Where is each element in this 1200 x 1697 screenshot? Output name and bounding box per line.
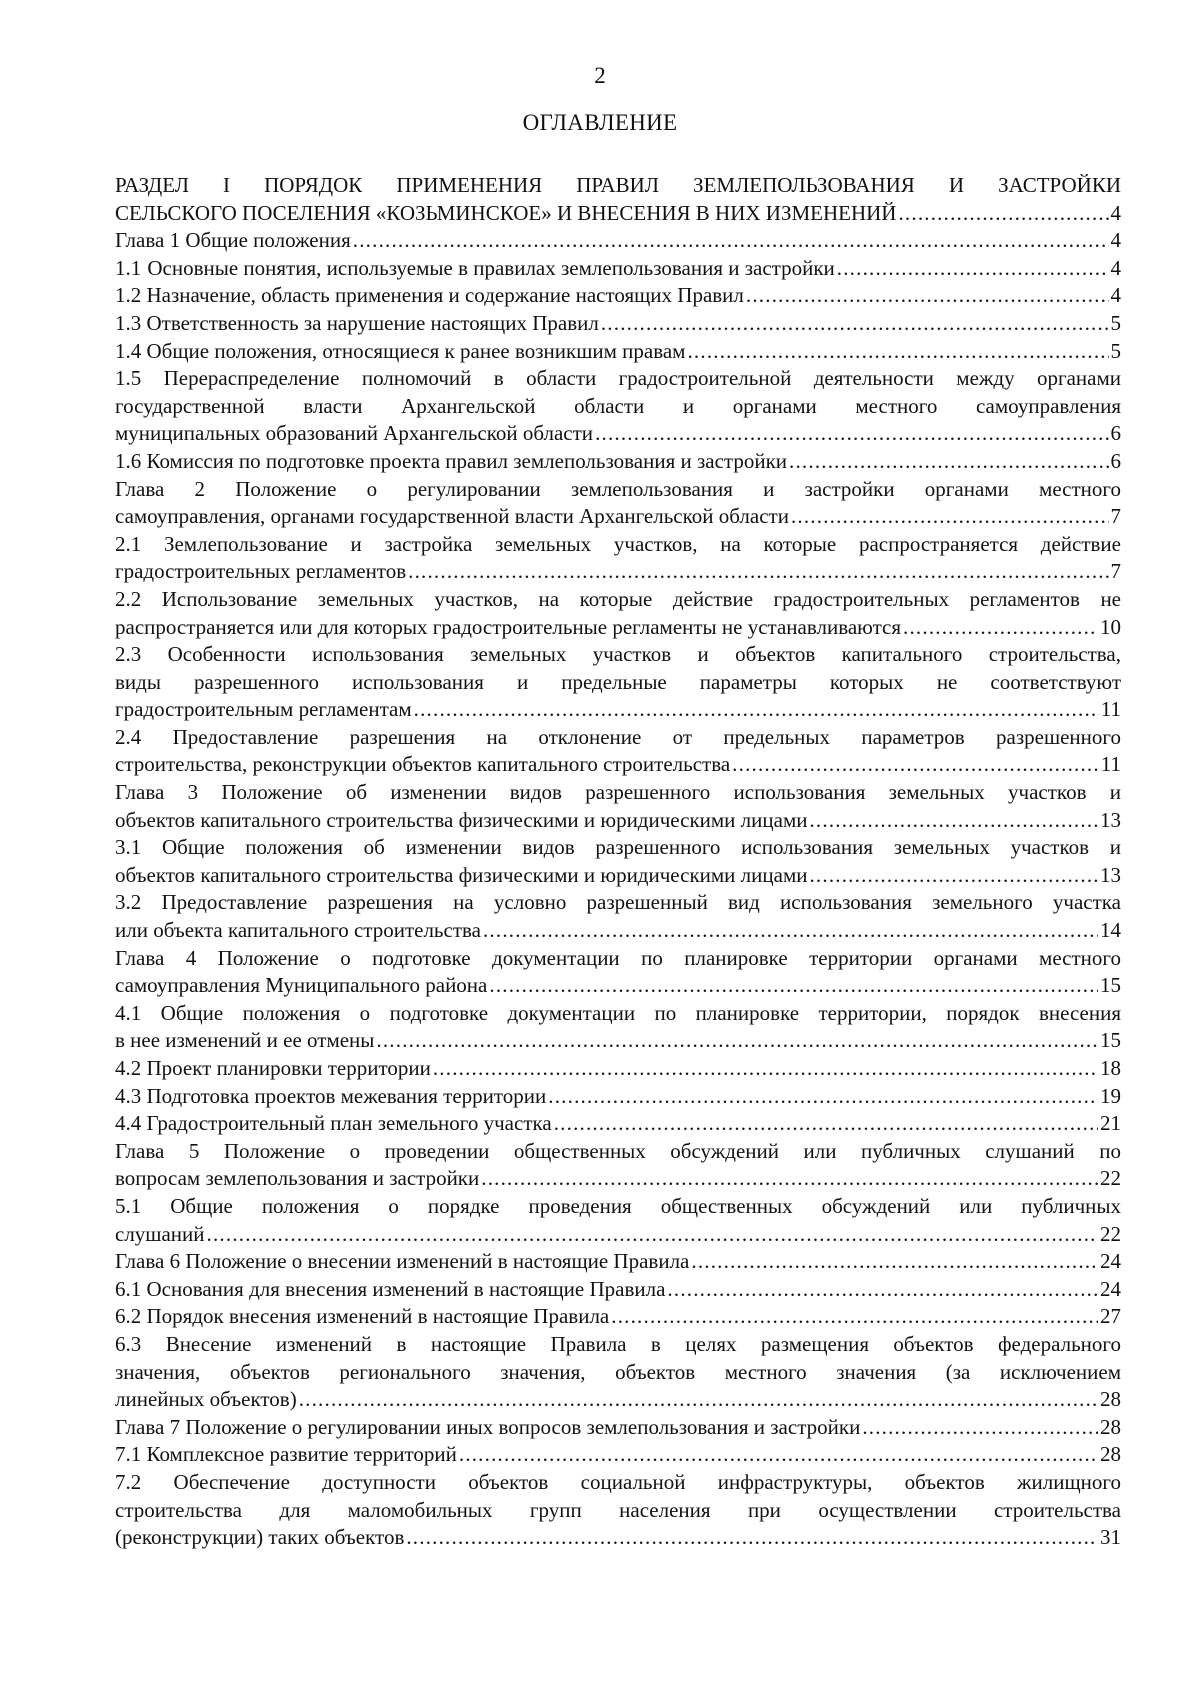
toc-entry-last-line	[115, 614, 1121, 642]
toc-page-number: 24	[1100, 1276, 1121, 1301]
toc-entry-title: 6.1 Основания для внесения изменений в настоящие Правила	[115, 1276, 666, 1301]
toc-entry[interactable]	[115, 1469, 1121, 1552]
dot-leader	[862, 1414, 1098, 1442]
toc-entry-title: объектов капитального строительства физическими и юридическими лицами	[115, 862, 808, 887]
toc-page-number: 6	[1110, 448, 1121, 473]
toc-entry-last-line	[115, 1165, 1121, 1193]
dot-leader	[732, 751, 1099, 779]
toc-entry-last-line	[115, 227, 1121, 255]
toc-entry-last-line	[115, 1248, 1121, 1276]
toc-entry[interactable]	[115, 1193, 1121, 1248]
toc-page-number: 28	[1100, 1442, 1121, 1467]
toc-entry-title: 6.2 Порядок внесения изменений в настоящие Правила	[115, 1304, 610, 1329]
dot-leader	[667, 1276, 1098, 1304]
toc-entry-title: СЕЛЬСКОГО ПОСЕЛЕНИЯ «КОЗЬМИНСКОЕ» И ВНЕСЕНИЯ В НИХ ИЗМЕНЕНИЙ	[115, 200, 897, 225]
toc-page-number: 18	[1100, 1056, 1121, 1080]
toc-page-number: 21	[1100, 1111, 1121, 1136]
toc-entry-last-line	[115, 1524, 1121, 1552]
toc-entry-line: 5.1 Общие положения о порядке проведения общественных обсуждений или публичных	[115, 1193, 1121, 1218]
toc-entry-line: Глава 2 Положение о регулировании землепользования и застройки органами местного	[115, 476, 1121, 501]
toc-entry-line: 2.4 Предоставление разрешения на отклонение от предельных параметров разрешенного	[115, 724, 1121, 749]
toc-entry-last-line	[115, 1441, 1121, 1469]
toc-page-number: 14	[1100, 918, 1121, 943]
dot-leader	[687, 338, 1108, 366]
toc-entry-title: 1.3 Ответственность за нарушение настоящих Правил	[115, 310, 599, 335]
toc-entry-title: Основные понятия, используемые в правилах землепользования и застройки	[147, 255, 835, 280]
toc-page-number: 4	[1110, 283, 1121, 308]
dot-leader	[595, 420, 1108, 448]
toc-page-number: 13	[1100, 862, 1121, 887]
toc-entry-title: Глава 7 Положение о регулировании иных вопросов землепользования и застройки	[115, 1414, 861, 1439]
dot-leader	[903, 614, 1098, 642]
toc-entry-title: распространяется или для которых градостроительные регламенты не устанавливаются	[115, 614, 902, 639]
toc-page-number: 4	[1110, 255, 1121, 280]
toc-entry-title: (реконструкции) таких объектов	[115, 1525, 405, 1550]
toc-entry-last-line	[115, 282, 1121, 310]
toc-entry-line: 3.1 Общие положения об изменении видов разрешенного использования земельных участков и	[115, 835, 1121, 860]
toc-entry-last-line	[115, 1303, 1121, 1331]
toc-entry[interactable]	[115, 476, 1121, 531]
toc-entry-last-line	[115, 1110, 1121, 1138]
toc-entry[interactable]	[115, 227, 1121, 255]
toc-entry-line: 7.2 Обеспечение доступности объектов социальной инфраструктуры, объектов жилищного	[115, 1469, 1121, 1494]
toc-entry-last-line	[115, 1083, 1121, 1111]
toc-entry[interactable]	[115, 1138, 1121, 1193]
toc-entry-line: Глава 3 Положение об изменении видов разрешенного использования земельных участков и	[115, 780, 1121, 805]
toc-page-number: 27	[1100, 1304, 1121, 1329]
toc-page-number: 7	[1110, 504, 1121, 529]
dot-leader	[691, 1248, 1098, 1276]
toc-entry-last-line	[115, 420, 1121, 448]
dot-leader	[481, 1165, 1098, 1193]
toc-page-number: 5	[1110, 338, 1121, 363]
toc-entry-title: объектов капитального строительства физическими и юридическими лицами	[115, 807, 808, 832]
toc-entry-last-line	[115, 503, 1121, 531]
toc-page-number: 22	[1100, 1166, 1121, 1191]
dot-leader	[809, 862, 1098, 890]
toc-entry-title: Глава 1 Общие положения	[115, 228, 351, 253]
dot-leader	[353, 227, 1109, 255]
toc-page-number: 7	[1110, 559, 1121, 584]
toc-entry-line: 2.2 Использование земельных участков, на которые действие градостроительных регламентов не	[115, 586, 1121, 611]
toc-entry-title: или объекта капитального строительства	[115, 918, 481, 943]
toc-page-number: 4	[1110, 228, 1121, 253]
toc-entry-last-line	[115, 696, 1121, 724]
dot-leader	[207, 1221, 1098, 1249]
toc-entry-number: 1.1	[115, 255, 142, 280]
dot-leader	[376, 1027, 1098, 1055]
dot-leader	[611, 1303, 1098, 1331]
toc-entry-title: вопросам землепользования и застройки	[115, 1166, 480, 1191]
toc-page-number: 15	[1100, 1028, 1121, 1053]
toc-page-number: 22	[1100, 1221, 1121, 1246]
toc-page-number: 31	[1100, 1525, 1121, 1550]
toc-entry-last-line	[115, 255, 1121, 283]
toc-entry-last-line	[115, 338, 1121, 366]
toc-entry-last-line	[115, 807, 1121, 835]
toc-page-number: 11	[1100, 752, 1121, 777]
toc-entry[interactable]	[115, 1331, 1121, 1414]
toc-entry[interactable]	[115, 338, 1121, 366]
dot-leader	[791, 503, 1109, 531]
toc-entry-last-line	[115, 1386, 1121, 1414]
toc-entry-last-line	[115, 1055, 1121, 1083]
toc-entry[interactable]	[115, 1248, 1121, 1276]
dot-leader	[406, 1524, 1098, 1552]
toc-entry-title: слушаний	[115, 1221, 205, 1246]
toc-entry-title: строительства, реконструкции объектов капитального строительства	[115, 752, 731, 777]
toc-entry-last-line	[115, 1414, 1121, 1442]
toc-entry[interactable]	[115, 1441, 1121, 1469]
toc-entry-title: градостроительных регламентов	[115, 559, 407, 584]
toc-entry[interactable]	[115, 1110, 1121, 1138]
toc-page-number: 5	[1110, 310, 1121, 335]
toc-entry-line: РАЗДЕЛ I ПОРЯДОК ПРИМЕНЕНИЯ ПРАВИЛ ЗЕМЛЕПОЛЬЗОВАНИЯ И ЗАСТРОЙКИ	[115, 173, 1121, 197]
toc-page-number: 19	[1100, 1083, 1121, 1108]
toc-entry-line: Глава 5 Положение о проведении общественных обсуждений или публичных слушаний по	[115, 1138, 1121, 1163]
toc-entry[interactable]	[115, 1000, 1121, 1055]
toc-entry-title: 4.4 Градостроительный план земельного участка	[115, 1111, 552, 1136]
toc-entry-line: 4.1 Общие положения о подготовке документации по планировке территории, порядок внесения	[115, 1000, 1121, 1025]
table-of-contents	[115, 172, 1121, 1552]
dot-leader	[554, 1110, 1098, 1138]
toc-entry[interactable]	[115, 172, 1121, 227]
dot-leader	[459, 1441, 1098, 1469]
toc-entry-last-line	[115, 972, 1121, 1000]
toc-entry-last-line	[115, 448, 1121, 476]
dot-leader	[548, 1083, 1098, 1111]
toc-entry-last-line	[115, 751, 1121, 779]
toc-entry[interactable]	[115, 889, 1121, 944]
toc-entry[interactable]	[115, 641, 1121, 724]
toc-page-number: 10	[1100, 614, 1121, 639]
dot-leader	[809, 807, 1098, 835]
toc-page-number: 15	[1100, 973, 1121, 998]
toc-entry-title: 7.1 Комплексное развитие территорий	[115, 1442, 457, 1467]
toc-entry-title: Глава 6 Положение о внесении изменений в настоящие Правила	[115, 1249, 690, 1274]
toc-entry[interactable]	[115, 1303, 1121, 1331]
toc-page-number: 11	[1100, 697, 1121, 722]
toc-entry[interactable]	[115, 282, 1121, 310]
toc-entry-title: 1.2 Назначение, область применения и содержание настоящих Правил	[115, 283, 744, 308]
toc-entry-last-line	[115, 1221, 1121, 1249]
toc-entry[interactable]	[115, 1083, 1121, 1111]
dot-leader	[489, 972, 1098, 1000]
toc-entry[interactable]	[115, 724, 1121, 779]
toc-entry[interactable]	[115, 945, 1121, 1000]
toc-entry-title: в нее изменений и ее отмены	[115, 1028, 375, 1053]
toc-entry[interactable]	[115, 834, 1121, 889]
toc-entry-last-line	[115, 1276, 1121, 1304]
toc-entry[interactable]	[115, 531, 1121, 586]
toc-entry[interactable]	[115, 448, 1121, 476]
toc-entry[interactable]	[115, 779, 1121, 834]
toc-entry[interactable]	[115, 1276, 1121, 1304]
dot-leader	[414, 696, 1099, 724]
toc-entry[interactable]	[115, 1055, 1121, 1083]
toc-entry-title: самоуправления Муниципального района	[115, 973, 488, 998]
page-number: 2	[594, 63, 606, 88]
dot-leader	[601, 310, 1109, 338]
dot-leader	[433, 1055, 1098, 1083]
toc-page-number: 28	[1100, 1387, 1121, 1412]
toc-entry[interactable]	[115, 1414, 1121, 1442]
toc-entry-title: 4.2 Проект планировки территории	[115, 1056, 431, 1080]
toc-entry-title: линейных объектов)	[115, 1387, 297, 1412]
toc-entry-line: 2.1 Землепользование и застройка земельных участков, на которые распространяется действие	[115, 531, 1121, 556]
toc-entry-title: 1.6 Комиссия по подготовке проекта правил землепользования и застройки	[115, 448, 788, 473]
toc-entry-title: муниципальных образований Архангельской области	[115, 421, 594, 446]
toc-entry-title: градостроительным регламентам	[115, 697, 412, 722]
toc-page-number: 28	[1100, 1414, 1121, 1439]
toc-title: ОГЛАВЛЕНИЕ	[522, 110, 678, 135]
toc-entry-last-line	[115, 310, 1121, 338]
toc-entry-line: строительства для маломобильных групп населения при осуществлении строительства	[115, 1497, 1121, 1522]
toc-entry-last-line	[115, 1027, 1121, 1055]
toc-entry-line: 2.3 Особенности использования земельных участков и объектов капитального строительства,	[115, 642, 1121, 667]
dot-leader	[408, 558, 1108, 586]
toc-entry-line: виды разрешенного использования и предельные параметры которых не соответствуют	[115, 669, 1121, 694]
toc-page-number: 6	[1110, 421, 1121, 446]
toc-entry[interactable]	[115, 255, 1121, 283]
toc-entry[interactable]	[115, 586, 1121, 641]
toc-entry-title: самоуправления, органами государственной власти Архангельской области	[115, 504, 789, 529]
toc-entry[interactable]	[115, 365, 1121, 448]
toc-entry-last-line	[115, 200, 1121, 228]
toc-entry-last-line	[115, 862, 1121, 890]
toc-entry-title: 4.3 Подготовка проектов межевания территории	[115, 1083, 547, 1108]
toc-entry-line: 1.5 Перераспределение полномочий в области градостроительной деятельности между органами	[115, 366, 1121, 391]
dot-leader	[746, 282, 1109, 310]
toc-entry-line: значения, объектов регионального значения, объектов местного значения (за исключением	[115, 1359, 1121, 1384]
toc-entry-line: государственной власти Архангельской области и органами местного самоуправления	[115, 393, 1121, 418]
dot-leader	[898, 200, 1108, 228]
toc-page-number: 4	[1110, 200, 1121, 225]
toc-page-number: 24	[1100, 1249, 1121, 1274]
toc-entry-line: 3.2 Предоставление разрешения на условно разрешенный вид использования земельного участка	[115, 890, 1121, 915]
dot-leader	[299, 1386, 1098, 1414]
dot-leader	[789, 448, 1108, 476]
toc-entry[interactable]	[115, 310, 1121, 338]
dot-leader	[483, 917, 1098, 945]
toc-entry-line: 6.3 Внесение изменений в настоящие Правила в целях размещения объектов федерального	[115, 1331, 1121, 1356]
toc-entry-title: 1.4 Общие положения, относящиеся к ранее возникшим правам	[115, 338, 686, 363]
toc-page-number: 13	[1100, 807, 1121, 832]
toc-entry-line: Глава 4 Положение о подготовке документации по планировке территории органами местного	[115, 945, 1121, 970]
toc-entry-last-line	[115, 917, 1121, 945]
toc-entry-last-line	[115, 558, 1121, 586]
dot-leader	[837, 255, 1109, 283]
